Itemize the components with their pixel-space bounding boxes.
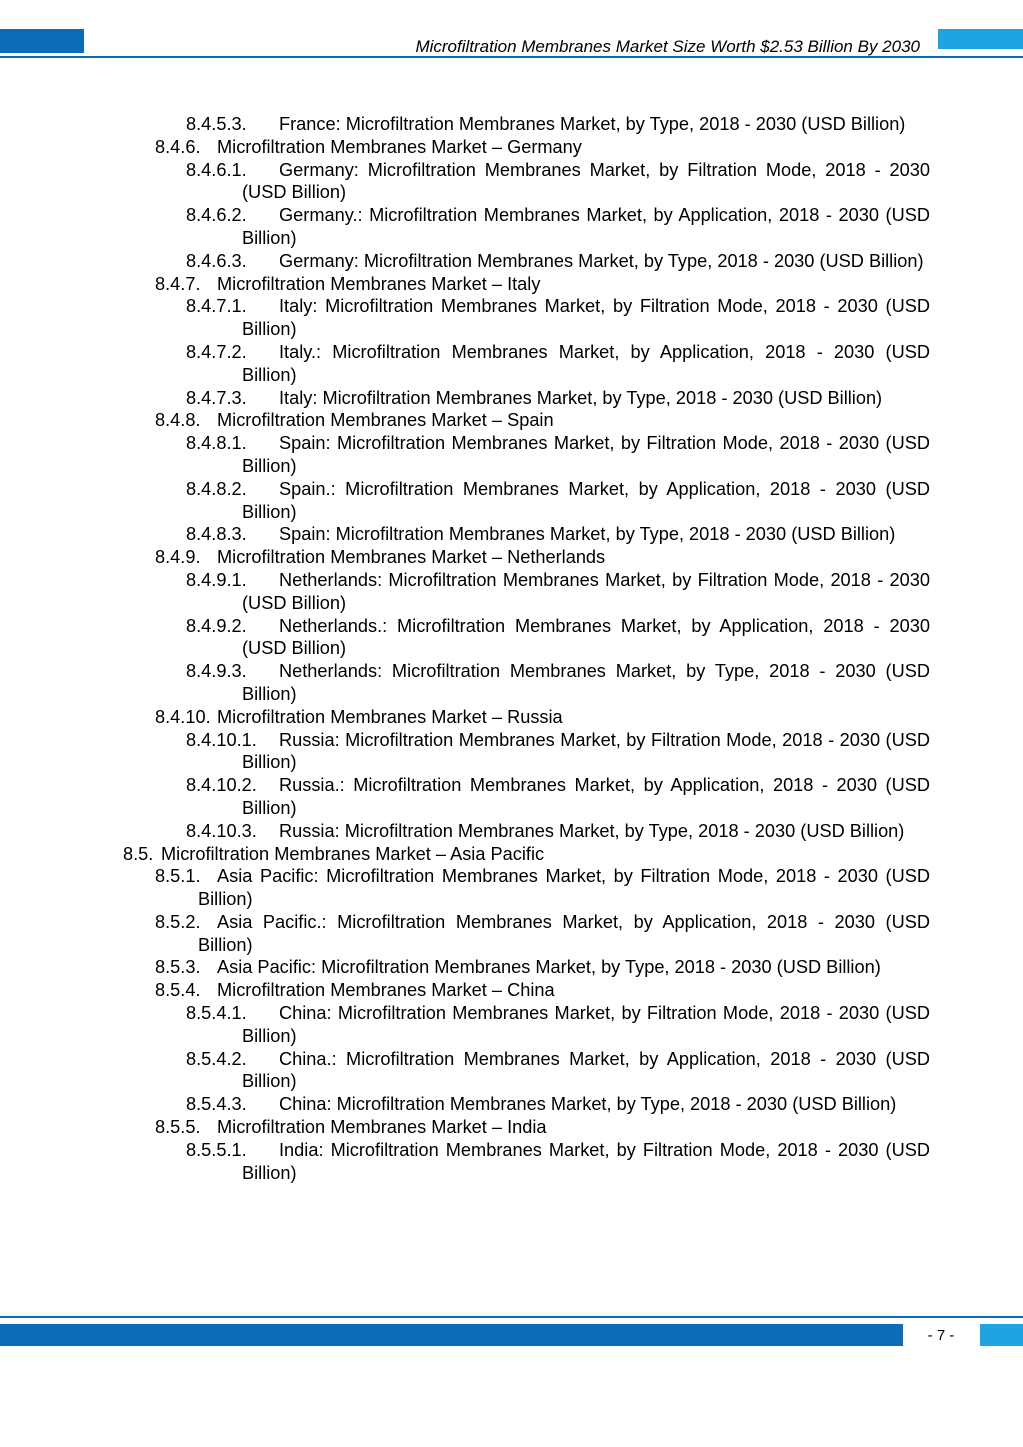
toc-entry-text: Russia.: Microfiltration Membranes Market, by Application, 2018 - 2030 (USD Billion) [242, 775, 930, 818]
toc-entry-text: Microfiltration Membranes Market – Germany [217, 136, 582, 157]
toc-entry [186, 478, 930, 524]
toc-entry-text: Netherlands: Microfiltration Membranes Market, by Type, 2018 - 2030 (USD Billion) [242, 661, 930, 704]
toc-entry-number: 8.4.7.3. [186, 387, 247, 408]
toc-entry-text: India: Microfiltration Membranes Market, by Filtration Mode, 2018 - 2030 (USD Billion) [242, 1139, 930, 1183]
toc-entry-text: Microfiltration Membranes Market – Netherlands [217, 547, 606, 568]
toc-entry [186, 341, 930, 387]
toc-entry-number: 8.4.7.1. [186, 296, 247, 317]
toc-entry-text: Germany: Microfiltration Membranes Market, by Type, 2018 - 2030 (USD Billion) [279, 250, 924, 271]
toc-entry [186, 660, 930, 706]
toc-entry-text: China: Microfiltration Membranes Market, by Filtration Mode, 2018 - 2030 (USD Billion) [242, 1003, 930, 1046]
toc-entry-number: 8.4.9.1. [186, 569, 247, 590]
toc-entry-text: Italy: Microfiltration Membranes Market, by Filtration Mode, 2018 - 2030 (USD Billion) [242, 296, 930, 340]
toc-entry-text: Netherlands.: Microfiltration Membranes Market, by Application, 2018 - 2030 (USD Billion) [242, 615, 930, 659]
toc-entry-number: 8.5. [123, 843, 154, 864]
toc-entry-number: 8.5.4.2. [186, 1048, 247, 1069]
toc-entry-text: China.: Microfiltration Membranes Market, by Application, 2018 - 2030 (USD Billion) [242, 1048, 930, 1092]
toc-entry-number: 8.5.1. [155, 866, 201, 887]
toc-entry-text: Asia Pacific: Microfiltration Membranes Market, by Type, 2018 - 2030 (USD Billion) [217, 957, 881, 978]
toc-entry [186, 1139, 930, 1185]
toc-entry [186, 1048, 930, 1094]
toc-entry [186, 250, 930, 273]
toc-entry-number: 8.4.6.2. [186, 205, 247, 226]
header-block-left [0, 29, 84, 53]
toc-entry [186, 523, 930, 546]
table-of-contents [0, 113, 1023, 1184]
toc-entry [186, 615, 930, 661]
toc-entry-number: 8.5.3. [155, 957, 201, 978]
toc-entry [186, 1093, 930, 1116]
toc-entry-text: France: Microfiltration Membranes Market, by Type, 2018 - 2030 (USD Billion) [279, 114, 906, 134]
toc-entry [155, 979, 930, 1002]
toc-entry-number: 8.4.10.3. [186, 820, 257, 841]
toc-entry [186, 1002, 930, 1048]
toc-entry-number: 8.4.9.3. [186, 661, 247, 682]
toc-entry-number: 8.4.10. [155, 706, 211, 727]
toc-entry-number: 8.4.6.1. [186, 159, 247, 180]
toc-entry-number: 8.5.5. [155, 1117, 201, 1138]
toc-entry-number: 8.4.5.3. [186, 114, 247, 134]
footer-bar-left [0, 1324, 903, 1346]
footer-bar-right [980, 1324, 1023, 1346]
toc-entry [155, 546, 930, 569]
toc-entry-number: 8.4.10.2. [186, 775, 257, 796]
footer-rule [0, 1316, 1023, 1318]
toc-entry-number: 8.5.4.3. [186, 1094, 247, 1115]
toc-entry-text: Italy.: Microfiltration Membranes Market, by Application, 2018 - 2030 (USD Billion) [242, 341, 930, 385]
toc-entry-number: 8.4.9.2. [186, 615, 247, 636]
toc-entry-number: 8.4.8.2. [186, 478, 247, 499]
toc-entry-text: Microfiltration Membranes Market – Spain [217, 410, 554, 431]
toc-entry-number: 8.4.10.1. [186, 729, 257, 750]
toc-entry-number: 8.5.4.1. [186, 1003, 247, 1024]
toc-entry [155, 911, 930, 957]
toc-entry [186, 387, 930, 410]
toc-entry [155, 706, 930, 729]
toc-entry [186, 432, 930, 478]
toc-entry-text: Microfiltration Membranes Market – Asia Pacific [161, 843, 545, 864]
toc-entry [186, 774, 930, 820]
toc-entry-text: Netherlands: Microfiltration Membranes Market, by Filtration Mode, 2018 - 2030 (USD Billion) [242, 569, 930, 613]
toc-entry [186, 295, 930, 341]
toc-entry-text: Spain: Microfiltration Membranes Market, by Type, 2018 - 2030 (USD Billion) [279, 524, 896, 545]
header-rule [0, 56, 1023, 58]
page-number: - 7 - [927, 1327, 955, 1344]
toc-entry [186, 820, 930, 843]
toc-entry-text: Germany: Microfiltration Membranes Market, by Filtration Mode, 2018 - 2030 (USD Billion) [242, 159, 930, 203]
toc-entry-number: 8.4.8.3. [186, 524, 247, 545]
toc-entry-number: 8.4.8. [155, 410, 201, 431]
toc-entry-text: Microfiltration Membranes Market – India [217, 1117, 547, 1138]
toc-entry-text: Spain.: Microfiltration Membranes Market, by Application, 2018 - 2030 (USD Billion) [242, 478, 930, 522]
toc-entry-text: Russia: Microfiltration Membranes Market, by Type, 2018 - 2030 (USD Billion) [279, 820, 905, 841]
toc-entry-number: 8.5.4. [155, 980, 201, 1001]
toc-entry-text: Spain: Microfiltration Membranes Market, by Filtration Mode, 2018 - 2030 (USD Billion) [242, 433, 930, 476]
toc-entry-text: Microfiltration Membranes Market – Italy [217, 273, 541, 294]
toc-entry [155, 136, 930, 159]
toc-entry [155, 1116, 930, 1139]
toc-entry-number: 8.4.7.2. [186, 341, 247, 362]
toc-entry-text: Italy: Microfiltration Membranes Market, by Type, 2018 - 2030 (USD Billion) [279, 387, 883, 408]
header-block-right [938, 29, 1023, 49]
toc-entry-number: 8.4.6.3. [186, 250, 247, 271]
toc-entry [186, 113, 930, 136]
toc-entry [186, 569, 930, 615]
toc-entry [155, 273, 930, 296]
toc-entry-number: 8.4.6. [155, 136, 201, 157]
toc-entry [155, 409, 930, 432]
toc-entry [186, 204, 930, 250]
toc-entry-text: Microfiltration Membranes Market – Russia [217, 706, 563, 727]
toc-entry-number: 8.4.9. [155, 547, 201, 568]
toc-entry-number: 8.4.7. [155, 273, 201, 294]
toc-entry-text: Asia Pacific.: Microfiltration Membranes Market, by Application, 2018 - 2030 (USD Billion) [198, 911, 930, 955]
toc-entry [155, 956, 930, 979]
toc-entry-text: Asia Pacific: Microfiltration Membranes Market, by Filtration Mode, 2018 - 2030 (USD Billion) [198, 866, 930, 910]
toc-entry-text: Russia: Microfiltration Membranes Market, by Filtration Mode, 2018 - 2030 (USD Billion) [242, 729, 930, 773]
toc-entry [186, 729, 930, 775]
toc-entry-text: China: Microfiltration Membranes Market, by Type, 2018 - 2030 (USD Billion) [279, 1094, 897, 1115]
toc-entry-text: Microfiltration Membranes Market – China [217, 980, 555, 1001]
toc-entry-number: 8.4.8.1. [186, 433, 247, 454]
toc-entry [123, 843, 930, 866]
toc-entry-number: 8.5.2. [155, 911, 201, 932]
toc-entry [186, 159, 930, 205]
toc-entry [155, 865, 930, 911]
toc-entry-number: 8.5.5.1. [186, 1139, 247, 1160]
toc-entry-text: Germany.: Microfiltration Membranes Market, by Application, 2018 - 2030 (USD Billion) [242, 205, 930, 248]
header-title: Microfiltration Membranes Market Size Worth $2.53 Billion By 2030 [415, 37, 920, 56]
